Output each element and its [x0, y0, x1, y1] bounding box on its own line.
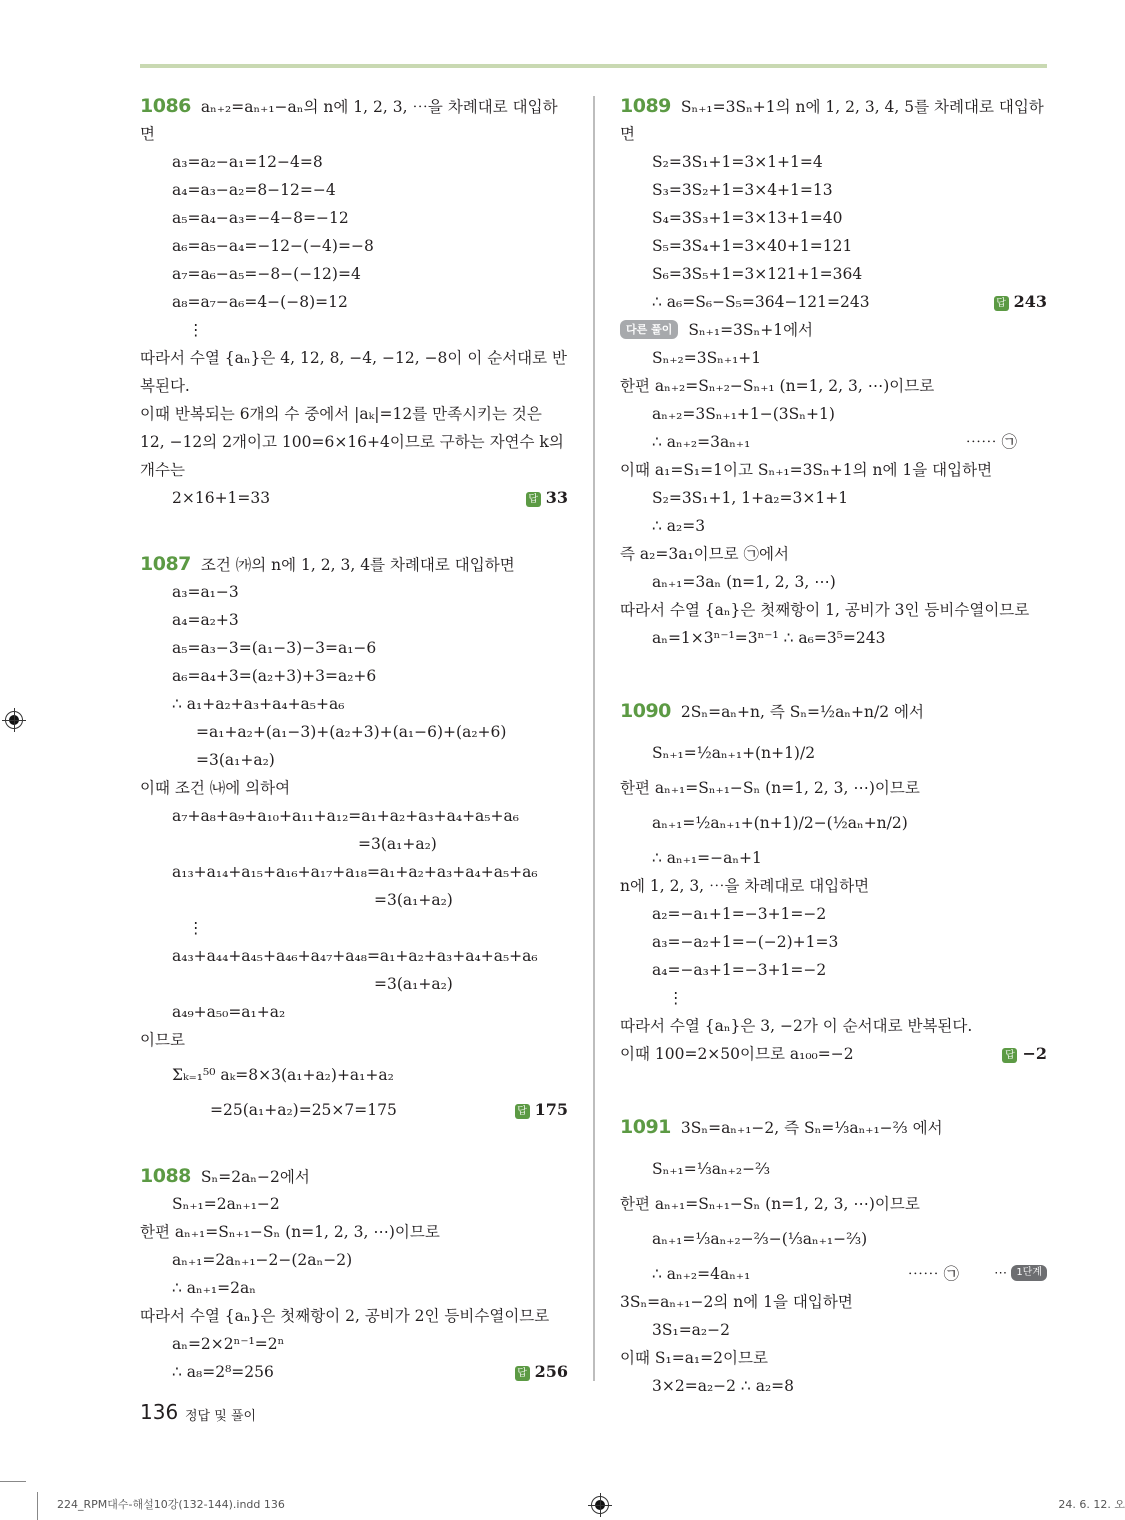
text-line: 따라서 수열 {aₙ}은 첫째항이 1, 공비가 3인 등비수열이므로	[620, 601, 1030, 619]
left-column	[140, 92, 568, 1386]
equation-line: a₈=a₇−a₆=4−(−8)=12	[172, 293, 348, 311]
equation-line: ∴ a₂=3	[652, 517, 706, 535]
solution-1091	[620, 1106, 1047, 1400]
step-marker	[994, 1260, 1047, 1288]
page-number: 136	[140, 1400, 179, 1424]
solution-intro-cont: 면	[620, 125, 635, 143]
equation-line: S₄=3S₃+1=3×13+1=40	[652, 209, 843, 227]
problem-number: 1091	[620, 1116, 671, 1138]
equation-line: ∴ a₈=2⁸=256	[172, 1363, 274, 1381]
text-line: 이때 조건 ㈏에 의하여	[140, 779, 291, 797]
registration-mark-line	[600, 1493, 601, 1517]
solution-intro: aₙ₊₂=aₙ₊₁−aₙ의 n에 1, 2, 3, ⋯을 차례대로 대입하	[200, 98, 558, 116]
answer-value: 243	[1013, 292, 1047, 311]
vertical-ellipsis: ⋮	[188, 919, 204, 937]
equation-line: a₅=a₃−3=(a₁−3)−3=a₁−6	[172, 639, 377, 657]
text-line: 개수는	[140, 461, 185, 479]
text-line: 즉 a₂=3a₁이므로 ㉠에서	[620, 545, 789, 563]
equation-line: a₅=a₄−a₃=−4−8=−12	[172, 209, 349, 227]
equation-line: ∴ a₆=S₆−S₅=364−121=243	[652, 293, 870, 311]
equation-line: aₙ₊₁=3aₙ (n=1, 2, 3, ⋯)	[652, 573, 836, 591]
equation-line: a₇+a₈+a₉+a₁₀+a₁₁+a₁₂=a₁+a₂+a₃+a₄+a₅+a₆	[172, 807, 519, 825]
equation-marker: ⋯⋯ ㉠	[907, 1265, 959, 1283]
equation-line: Sₙ₊₁=⅓aₙ₊₂−⅔	[652, 1160, 771, 1178]
equation-line: ∴ aₙ₊₂=4aₙ₊₁	[652, 1265, 751, 1283]
solution-intro: 2Sₙ=aₙ+n, 즉 Sₙ=½aₙ+n/2 에서	[680, 703, 924, 721]
equation-line: =3(a₁+a₂)	[374, 891, 453, 909]
spacer	[140, 512, 568, 550]
answer-badge-icon: 답	[526, 492, 541, 507]
answer-badge-icon: 답	[994, 296, 1009, 311]
answer-badge-icon: 답	[1002, 1048, 1017, 1063]
equation-line: a₃=a₂−a₁=12−4=8	[172, 153, 323, 171]
spacer	[620, 652, 1047, 690]
equation-line: aₙ=2×2ⁿ⁻¹=2ⁿ	[172, 1335, 285, 1353]
text-line: 따라서 수열 {aₙ}은 3, −2가 이 순서대로 반복된다.	[620, 1017, 973, 1035]
problem-number: 1089	[620, 95, 671, 117]
answer	[526, 484, 568, 512]
text-line: 이므로	[140, 1031, 185, 1049]
equation-line: ∴ a₁+a₂+a₃+a₄+a₅+a₆	[172, 695, 345, 713]
solution-intro: 조건 ㈎의 n에 1, 2, 3, 4를 차례대로 대입하면	[200, 556, 515, 574]
text-line: 3Sₙ=aₙ₊₁−2의 n에 1을 대입하면	[620, 1293, 853, 1311]
equation-line: a₆=a₅−a₄=−12−(−4)=−8	[172, 237, 374, 255]
problem-number: 1088	[140, 1165, 191, 1187]
solution-intro: Sₙ₊₁=3Sₙ+1에서	[688, 321, 814, 339]
equation-line: =a₁+a₂+(a₁−3)+(a₂+3)+(a₁−6)+(a₂+6)	[196, 723, 507, 741]
step-badge: 1단계	[1011, 1265, 1047, 1281]
equation-line: S₂=3S₁+1=3×1+1=4	[652, 153, 823, 171]
solution-1089	[620, 92, 1047, 652]
answer-value: 256	[534, 1362, 568, 1381]
problem-number: 1090	[620, 700, 671, 722]
print-slug-date: 24. 6. 12. 오	[1058, 1498, 1125, 1511]
equation-line: S₃=3S₂+1=3×4+1=13	[652, 181, 833, 199]
answer-value: −2	[1022, 1044, 1047, 1063]
crop-mark	[37, 1492, 38, 1520]
equation-line: a₁₃+a₁₄+a₁₅+a₁₆+a₁₇+a₁₈=a₁+a₂+a₃+a₄+a₅+a₆	[172, 863, 538, 881]
answer-value: 175	[534, 1100, 568, 1119]
vertical-ellipsis: ⋮	[668, 989, 684, 1007]
registration-mark-line	[14, 708, 15, 732]
problem-number: 1086	[140, 95, 191, 117]
equation-line: a₃=a₁−3	[172, 583, 239, 601]
header-rule	[140, 64, 1047, 68]
equation-line: aₙ₊₁=2aₙ₊₁−2−(2aₙ−2)	[172, 1251, 353, 1269]
equation-line: aₙ=1×3ⁿ⁻¹=3ⁿ⁻¹ ∴ a₆=3⁵=243	[652, 629, 886, 647]
equation-line: Sₙ₊₂=3Sₙ₊₁+1	[652, 349, 762, 367]
text-line: n에 1, 2, 3, ⋯을 차례대로 대입하면	[620, 877, 870, 895]
solution-intro: Sₙ=2aₙ−2에서	[200, 1168, 310, 1186]
text-line: 이때 100=2×50이므로 a₁₀₀=−2	[620, 1045, 854, 1063]
column-divider	[593, 96, 595, 1381]
equation-line: S₅=3S₄+1=3×40+1=121	[652, 237, 853, 255]
equation-line: a₄=a₂+3	[172, 611, 239, 629]
crop-mark	[0, 1481, 26, 1482]
equation-marker: ⋯⋯ ㉠	[965, 433, 1017, 451]
equation-line: S₆=3S₅+1=3×121+1=364	[652, 265, 863, 283]
answer	[994, 288, 1047, 316]
print-slug-filename: 224_RPM대수-해설10강(132-144).indd 136	[57, 1498, 285, 1511]
equation-line: S₂=3S₁+1, 1+a₂=3×1+1	[652, 489, 849, 507]
solution-1086	[140, 92, 568, 512]
equation-line: 3×2=a₂−2 ∴ a₂=8	[652, 1377, 795, 1395]
text-line: 이때 S₁=a₁=2이므로	[620, 1349, 768, 1367]
spacer	[620, 1068, 1047, 1106]
step-ellipsis: ⋯	[994, 1266, 1008, 1281]
equation-line: aₙ₊₁=½aₙ₊₁+(n+1)/2−(½aₙ+n/2)	[652, 814, 908, 832]
equation-line: a₃=−a₂+1=−(−2)+1=3	[652, 933, 839, 951]
text-line: 이때 a₁=S₁=1이고 Sₙ₊₁=3Sₙ+1의 n에 1을 대입하면	[620, 461, 993, 479]
equation-line: a₄=−a₃+1=−3+1=−2	[652, 961, 827, 979]
vertical-ellipsis: ⋮	[188, 321, 204, 339]
solution-1088	[140, 1162, 568, 1386]
solution-1087	[140, 550, 568, 1124]
text-line: 한편 aₙ₊₁=Sₙ₊₁−Sₙ (n=1, 2, 3, ⋯)이므로	[620, 1195, 920, 1213]
solution-intro: 3Sₙ=aₙ₊₁−2, 즉 Sₙ=⅓aₙ₊₁−⅔ 에서	[680, 1119, 943, 1137]
text-line: 따라서 수열 {aₙ}은 첫째항이 2, 공비가 2인 등비수열이므로	[140, 1307, 550, 1325]
equation-line: a₄=a₃−a₂=8−12=−4	[172, 181, 336, 199]
equation-line: ∴ aₙ₊₂=3aₙ₊₁	[652, 433, 751, 451]
text-line: 이때 반복되는 6개의 수 중에서 |aₖ|=12를 만족시키는 것은	[140, 405, 542, 423]
solution-intro-cont: 면	[140, 125, 155, 143]
equation-line: =3(a₁+a₂)	[358, 835, 437, 853]
answer-value: 33	[545, 488, 568, 507]
text-line: 한편 aₙ₊₁=Sₙ₊₁−Sₙ (n=1, 2, 3, ⋯)이므로	[140, 1223, 440, 1241]
page-section-label: 정답 및 풀이	[185, 1409, 257, 1424]
problem-number: 1087	[140, 553, 191, 575]
alternative-solution-badge: 다른 풀이	[620, 320, 678, 339]
equation-line: 3S₁=a₂−2	[652, 1321, 730, 1339]
equation-line: a₄₃+a₄₄+a₄₅+a₄₆+a₄₇+a₄₈=a₁+a₂+a₃+a₄+a₅+a₆	[172, 947, 538, 965]
solution-1090	[620, 690, 1047, 1068]
answer	[515, 1096, 568, 1124]
answer-badge-icon: 답	[515, 1366, 530, 1381]
answer	[1002, 1040, 1047, 1068]
equation-line: a₇=a₆−a₅=−8−(−12)=4	[172, 265, 361, 283]
equation-line: a₆=a₄+3=(a₂+3)+3=a₂+6	[172, 667, 377, 685]
equation-line: a₄₉+a₅₀=a₁+a₂	[172, 1003, 286, 1021]
equation-line: =3(a₁+a₂)	[374, 975, 453, 993]
solution-intro: Sₙ₊₁=3Sₙ+1의 n에 1, 2, 3, 4, 5를 차례대로 대입하	[680, 98, 1044, 116]
text-line: 복된다.	[140, 377, 190, 395]
text-line: 한편 aₙ₊₁=Sₙ₊₁−Sₙ (n=1, 2, 3, ⋯)이므로	[620, 779, 920, 797]
right-column	[620, 92, 1047, 1400]
equation-line: Sₙ₊₁=2aₙ₊₁−2	[172, 1195, 280, 1213]
answer-badge-icon: 답	[515, 1104, 530, 1119]
answer	[515, 1358, 568, 1386]
text-line: 따라서 수열 {aₙ}은 4, 12, 8, −4, −12, −8이 이 순서대로 반	[140, 349, 568, 367]
text-line: 한편 aₙ₊₂=Sₙ₊₂−Sₙ₊₁ (n=1, 2, 3, ⋯)이므로	[620, 377, 935, 395]
equation-line: a₂=−a₁+1=−3+1=−2	[652, 905, 827, 923]
text-line: 12, −12의 2개이고 100=6×16+4이므로 구하는 자연수 k의	[140, 433, 564, 451]
equation-line: =25(a₁+a₂)=25×7=175	[210, 1101, 397, 1119]
spacer	[140, 1124, 568, 1162]
equation-line: ∴ aₙ₊₁=−aₙ+1	[652, 849, 762, 867]
sigma-equation: Σₖ₌₁⁵⁰ aₖ=8×3(a₁+a₂)+a₁+a₂	[172, 1066, 394, 1084]
equation-line: Sₙ₊₁=½aₙ₊₁+(n+1)/2	[652, 744, 816, 762]
equation-line: ∴ aₙ₊₁=2aₙ	[172, 1279, 256, 1297]
equation-line: aₙ₊₁=⅓aₙ₊₂−⅔−(⅓aₙ₊₁−⅔)	[652, 1230, 868, 1248]
equation-line: 2×16+1=33	[172, 489, 271, 507]
equation-line: aₙ₊₂=3Sₙ₊₁+1−(3Sₙ+1)	[652, 405, 835, 423]
equation-line: =3(a₁+a₂)	[196, 751, 275, 769]
